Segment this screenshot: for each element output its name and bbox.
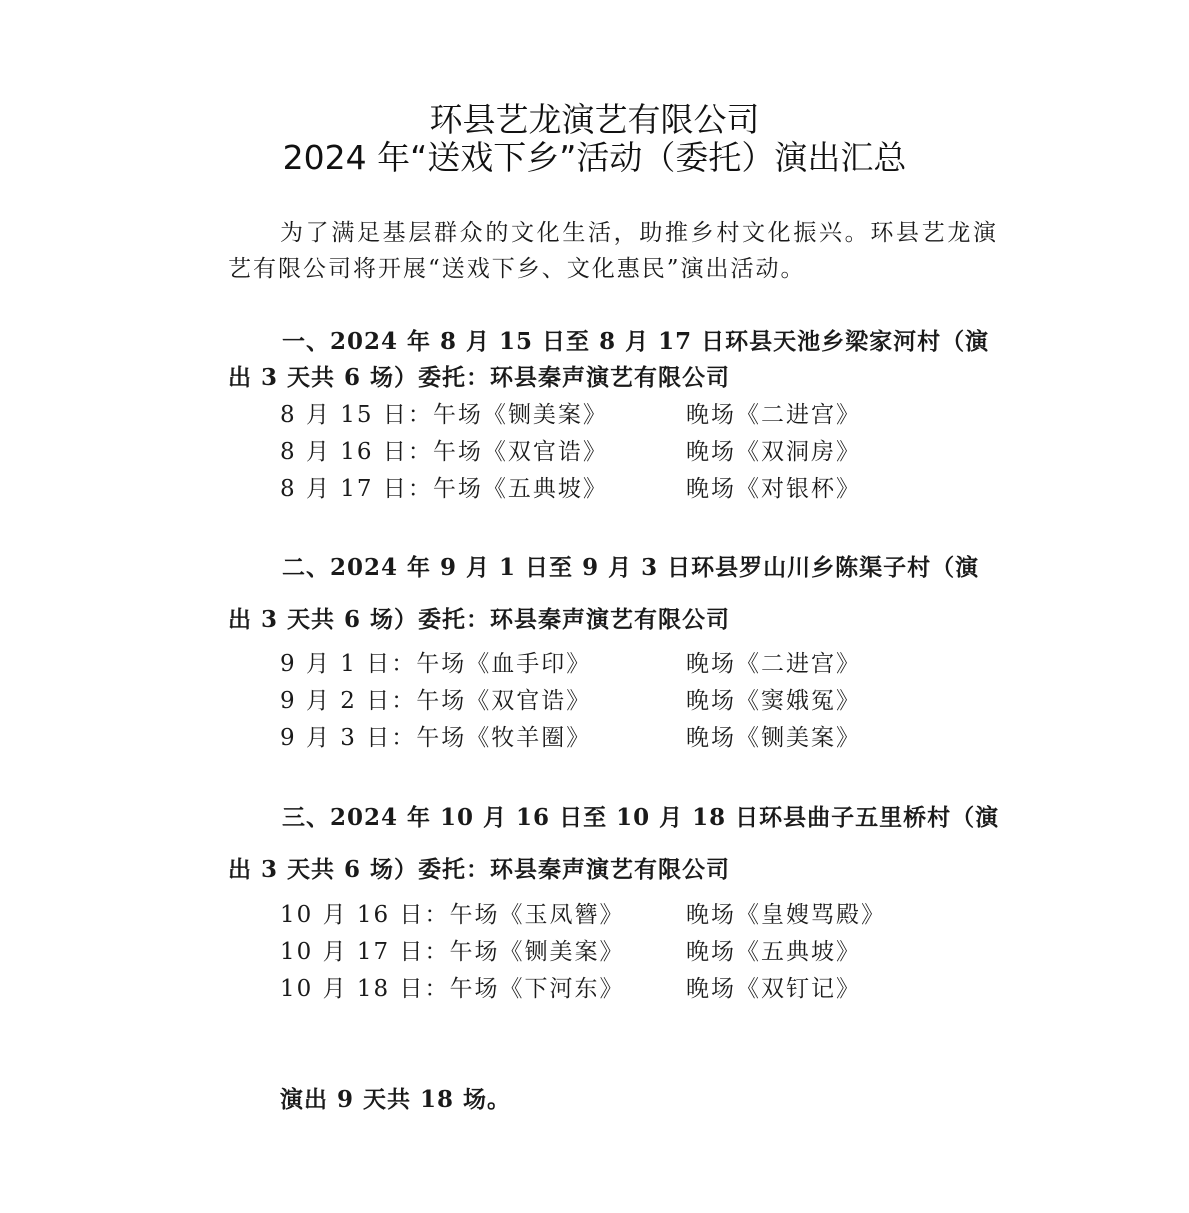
row-evening-show: 晚场《皇嫂骂殿》 [686,902,886,928]
row-evening-show: 晚场《二进宫》 [686,402,861,428]
row-noon-show: 午场《双官诰》 [416,688,592,714]
schedule-row [280,646,591,682]
intro-paragraph: 为了满足基层群众的文化生活，助推乡村文化振兴。环县艺龙演艺有限公司将开展“送戏下乡、文化惠民”演出活动。 [228,220,998,282]
document-title-line2: 2024 年“送戏下乡”活动（委托）演出汇总 [282,138,907,177]
row-noon-show: 午场《五典坡》 [432,476,608,502]
row-evening-show: 晚场《窦娥冤》 [686,688,861,714]
section-heading-line1: 一、2024 年 8 月 15 日至 8 月 17 日环县天池乡梁家河村（演 [282,328,990,355]
row-date: 9 月 2 日： [280,688,417,714]
row-noon-show: 午场《玉凤簪》 [449,902,625,928]
section-2-heading [228,550,988,638]
row-noon-show: 午场《铡美案》 [432,402,608,428]
row-evening-show: 晚场《铡美案》 [686,725,861,751]
row-date: 8 月 16 日： [280,439,433,465]
row-date: 9 月 3 日： [280,725,417,751]
summary-text: 演出 9 天共 18 场。 [280,1086,512,1113]
row-evening-show: 晚场《五典坡》 [686,939,861,965]
document-title-line1: 环县艺龙演艺有限公司 [429,100,760,139]
schedule-row [280,897,624,933]
row-date: 10 月 17 日： [280,939,450,965]
schedule-row [280,397,608,433]
schedule-row [280,471,608,507]
row-evening-show: 晚场《双钉记》 [686,976,861,1002]
row-evening-show: 晚场《双洞房》 [686,439,861,465]
row-noon-show: 午场《双官诰》 [432,439,608,465]
section-heading-line2: 出 3 天共 6 场）委托：环县秦声演艺有限公司 [228,606,731,633]
row-noon-show: 午场《下河东》 [449,976,625,1002]
row-date: 8 月 15 日： [280,402,433,428]
row-date: 9 月 1 日： [280,651,417,677]
section-heading-line2: 出 3 天共 6 场）委托：环县秦声演艺有限公司 [228,364,731,391]
row-evening-show: 晚场《对银杯》 [686,476,861,502]
row-noon-show: 午场《铡美案》 [449,939,625,965]
schedule-row [280,434,608,470]
section-heading-line1: 三、2024 年 10 月 16 日至 10 月 18 日环县曲子五里桥村（演 [282,804,1000,831]
row-evening-show: 晚场《二进宫》 [686,651,861,677]
schedule-row [280,683,591,719]
schedule-row [280,720,591,756]
row-date: 8 月 17 日： [280,476,433,502]
section-heading-line1: 二、2024 年 9 月 1 日至 9 月 3 日环县罗山川乡陈渠子村（演 [282,554,980,581]
section-3-heading [228,800,1000,888]
section-heading-line2: 出 3 天共 6 场）委托：环县秦声演艺有限公司 [228,856,731,883]
section-1-heading [228,324,988,396]
schedule-row [280,971,624,1007]
schedule-row [280,934,624,970]
row-date: 10 月 16 日： [280,902,450,928]
row-noon-show: 午场《血手印》 [416,651,592,677]
row-noon-show: 午场《牧羊圈》 [416,725,592,751]
row-date: 10 月 18 日： [280,976,450,1002]
